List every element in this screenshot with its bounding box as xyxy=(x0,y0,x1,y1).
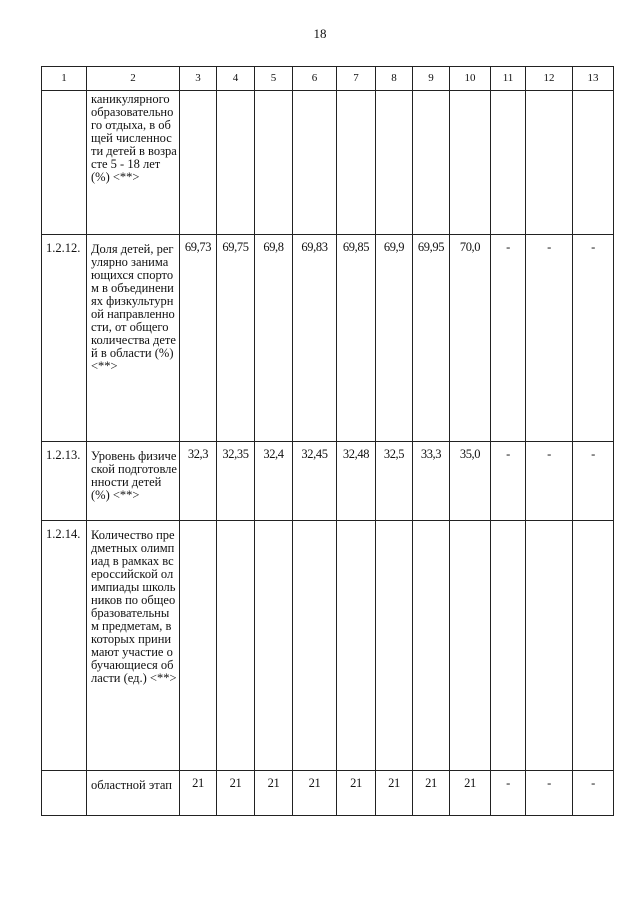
value-cell: - xyxy=(526,442,573,521)
row-description: Количество предметных олимпиад в рамках всероссийской олимпиады школьников по общеобразовательным предметам, в которых принимают участие обучающиеся области (ед.) <**> xyxy=(87,521,180,771)
value-cell: 70,0 xyxy=(450,235,491,442)
row-description: каникулярного образовательного отдыха, в общей численности детей в возрасте 5 - 18 лет (%) <**> xyxy=(87,91,180,235)
column-header: 7 xyxy=(337,67,376,91)
value-cell: 69,83 xyxy=(293,235,337,442)
row-description: областной этап xyxy=(87,771,180,816)
row-code xyxy=(42,771,87,816)
value-cell xyxy=(526,521,573,771)
value-cell: 21 xyxy=(255,771,293,816)
value-cell: - xyxy=(573,442,614,521)
value-cell xyxy=(573,91,614,235)
row-code xyxy=(42,91,87,235)
value-cell xyxy=(573,521,614,771)
value-cell xyxy=(450,521,491,771)
value-cell: 21 xyxy=(293,771,337,816)
value-cell: 32,45 xyxy=(293,442,337,521)
value-cell xyxy=(491,91,526,235)
row-code: 1.2.14. xyxy=(42,521,87,771)
table-row xyxy=(42,771,614,816)
value-cell: 69,95 xyxy=(413,235,450,442)
value-cell: - xyxy=(491,771,526,816)
row-description: Уровень физической подготовленности детей (%) <**> xyxy=(87,442,180,521)
page-number: 18 xyxy=(313,26,327,41)
column-header: 1 xyxy=(42,67,87,91)
column-header: 3 xyxy=(180,67,217,91)
indicators-table xyxy=(41,66,614,816)
value-cell: - xyxy=(526,235,573,442)
value-cell: 32,5 xyxy=(376,442,413,521)
value-cell xyxy=(526,91,573,235)
value-cell xyxy=(376,521,413,771)
row-code: 1.2.13. xyxy=(42,442,87,521)
column-header: 10 xyxy=(450,67,491,91)
column-header: 12 xyxy=(526,67,573,91)
value-cell: 69,75 xyxy=(217,235,255,442)
value-cell xyxy=(337,521,376,771)
value-cell xyxy=(293,91,337,235)
value-cell xyxy=(180,521,217,771)
value-cell: 21 xyxy=(180,771,217,816)
column-header: 2 xyxy=(87,67,180,91)
value-cell: 21 xyxy=(337,771,376,816)
column-header: 5 xyxy=(255,67,293,91)
value-cell: - xyxy=(526,771,573,816)
value-cell: - xyxy=(573,235,614,442)
value-cell: 32,35 xyxy=(217,442,255,521)
row-description: Доля детей, регулярно занимающихся спортом в объединениях физкультурной направленности, от общего количества детей в области (%) <**> xyxy=(87,235,180,442)
value-cell xyxy=(376,91,413,235)
value-cell xyxy=(217,91,255,235)
value-cell: 35,0 xyxy=(450,442,491,521)
table-row xyxy=(42,521,614,771)
value-cell: 21 xyxy=(450,771,491,816)
value-cell: 21 xyxy=(413,771,450,816)
value-cell xyxy=(413,91,450,235)
table-row xyxy=(42,91,614,235)
value-cell xyxy=(450,91,491,235)
column-header: 6 xyxy=(293,67,337,91)
column-header: 8 xyxy=(376,67,413,91)
column-header: 11 xyxy=(491,67,526,91)
column-header: 4 xyxy=(217,67,255,91)
value-cell xyxy=(491,521,526,771)
value-cell: 69,8 xyxy=(255,235,293,442)
value-cell xyxy=(293,521,337,771)
value-cell xyxy=(217,521,255,771)
row-code: 1.2.12. xyxy=(42,235,87,442)
value-cell: 69,85 xyxy=(337,235,376,442)
column-header: 13 xyxy=(573,67,614,91)
value-cell xyxy=(255,521,293,771)
value-cell xyxy=(413,521,450,771)
value-cell: 32,4 xyxy=(255,442,293,521)
value-cell: 33,3 xyxy=(413,442,450,521)
column-header: 9 xyxy=(413,67,450,91)
value-cell: 21 xyxy=(217,771,255,816)
value-cell: 69,73 xyxy=(180,235,217,442)
value-cell: 69,9 xyxy=(376,235,413,442)
value-cell: 32,3 xyxy=(180,442,217,521)
value-cell: 32,48 xyxy=(337,442,376,521)
value-cell xyxy=(255,91,293,235)
table-row xyxy=(42,442,614,521)
table-row xyxy=(42,235,614,442)
value-cell xyxy=(337,91,376,235)
column-number-row xyxy=(42,67,614,91)
value-cell xyxy=(180,91,217,235)
value-cell: - xyxy=(491,235,526,442)
value-cell: 21 xyxy=(376,771,413,816)
value-cell: - xyxy=(491,442,526,521)
value-cell: - xyxy=(573,771,614,816)
